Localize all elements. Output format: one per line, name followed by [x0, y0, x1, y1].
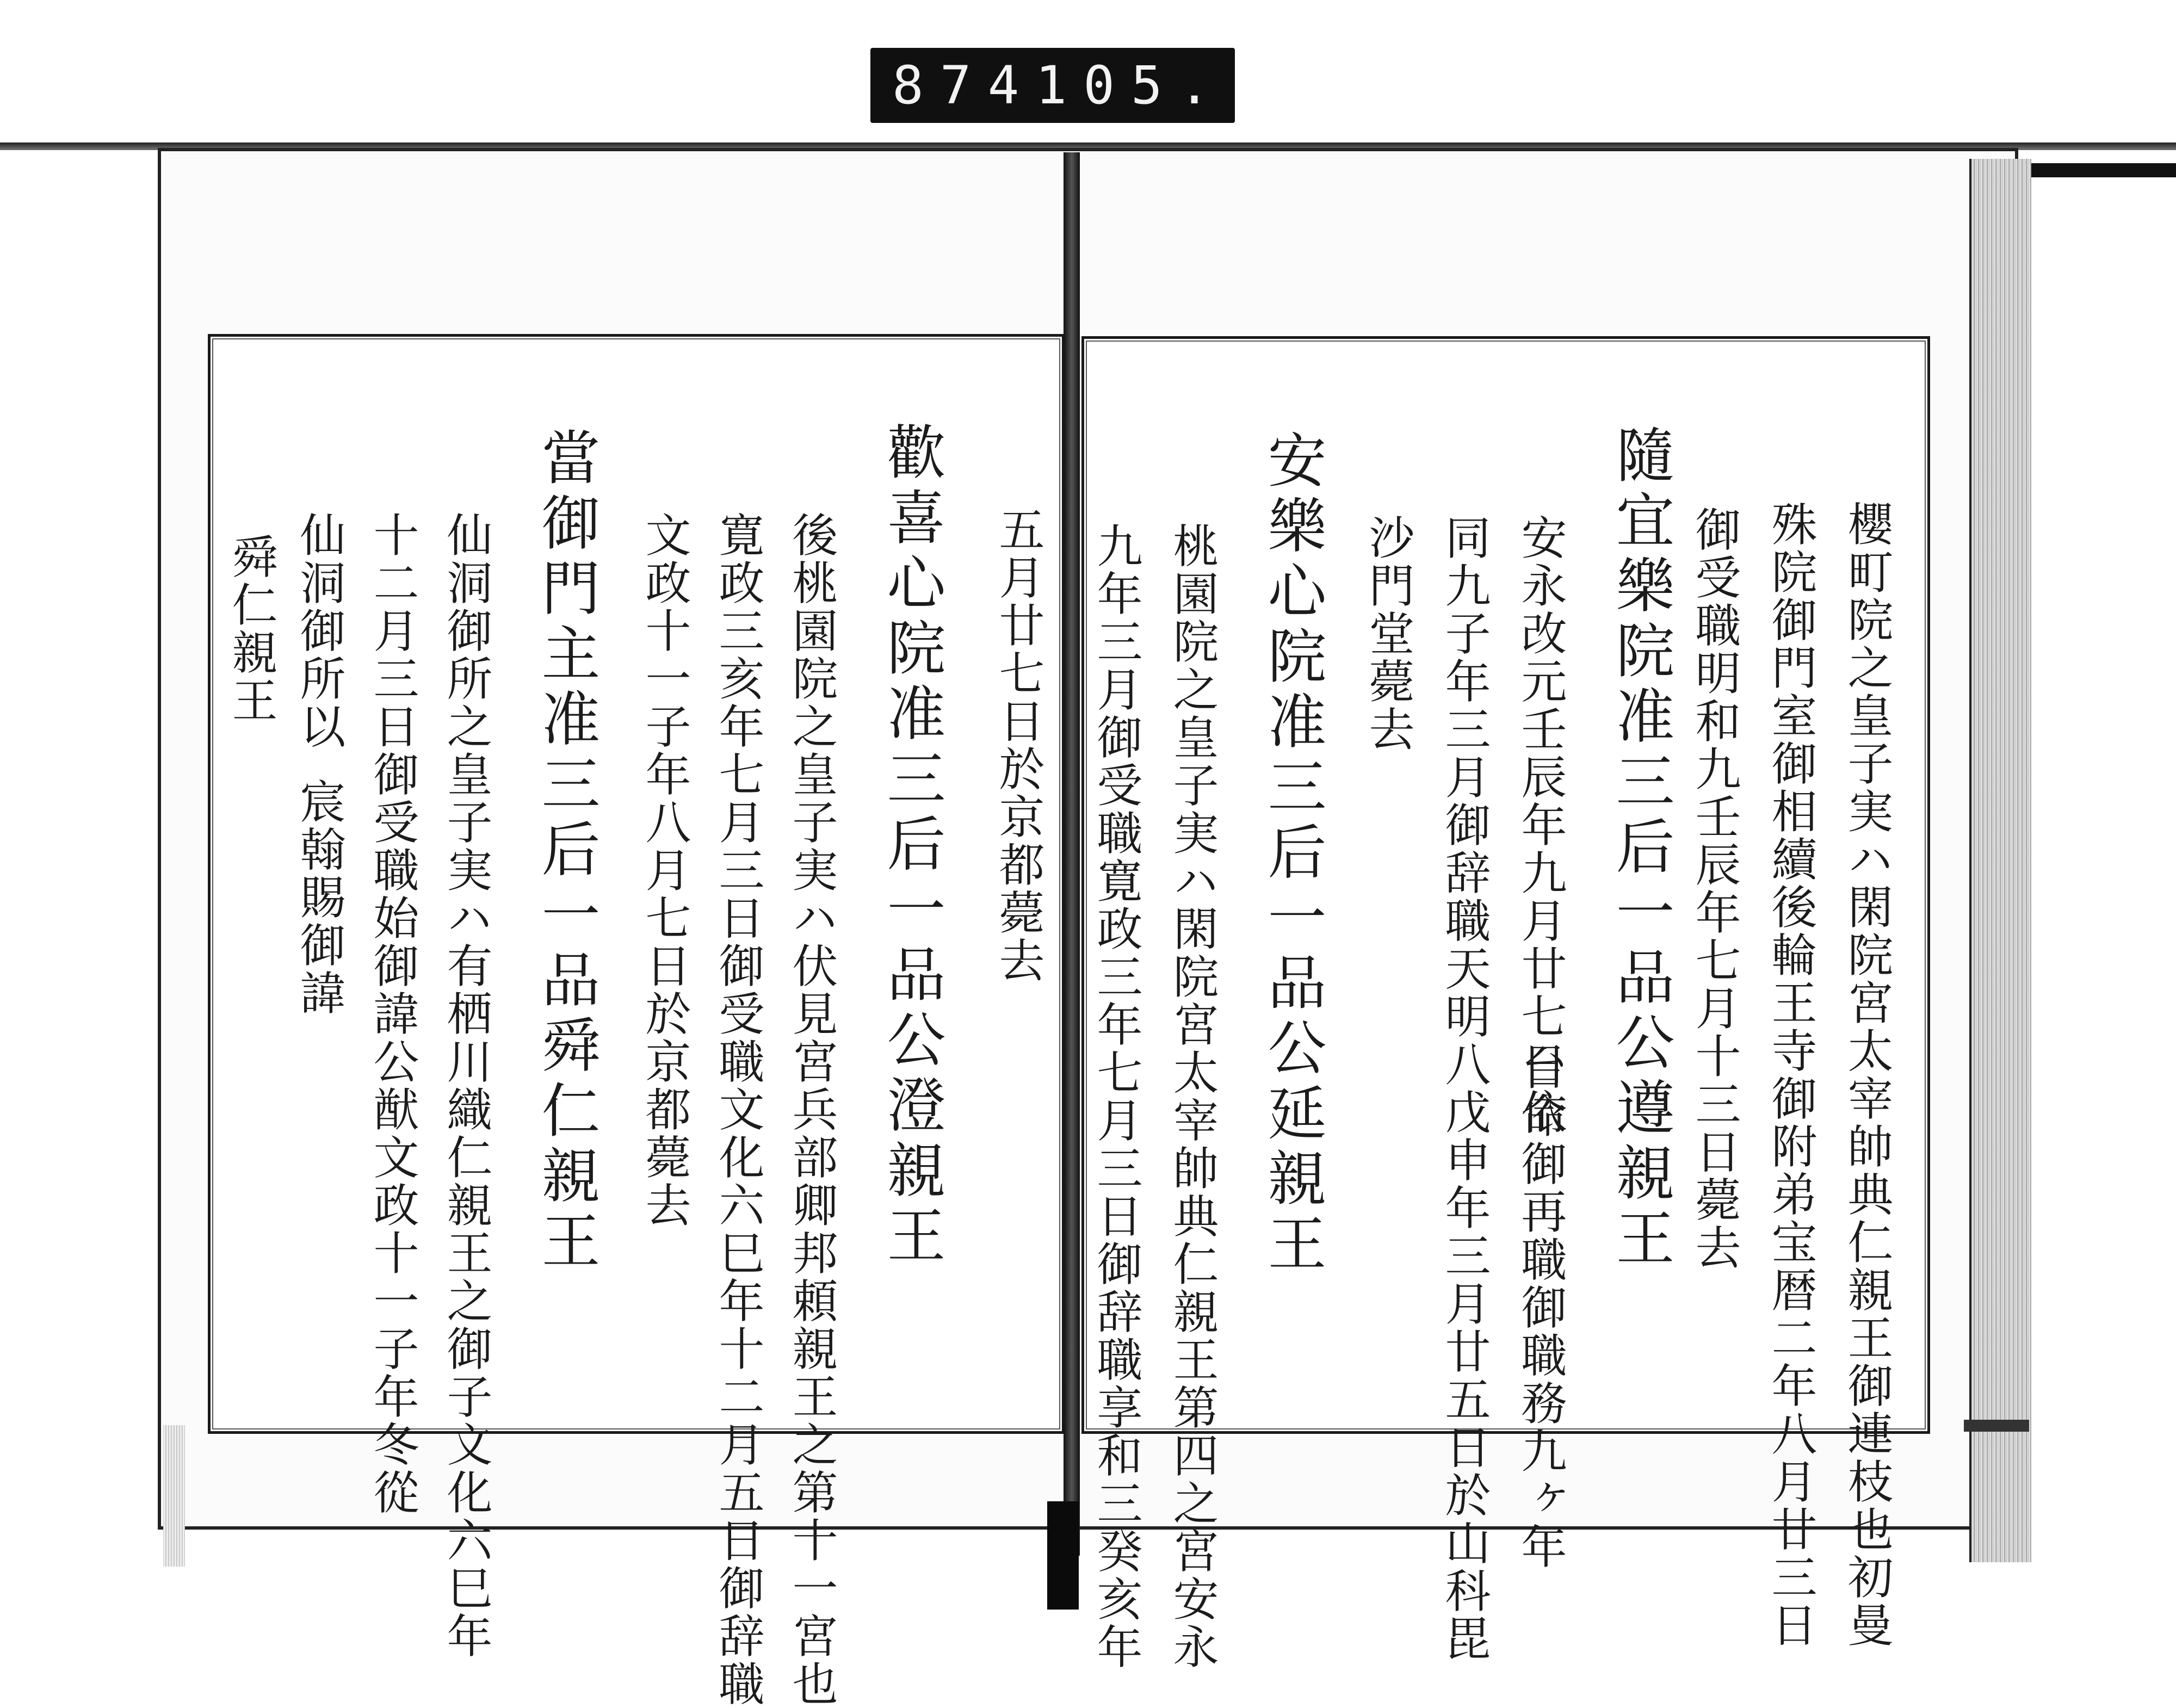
right-col-6: 同九子年三月御辞職天明八戊申年三月廿五日於山科毘 — [1438, 514, 1491, 1663]
left-col-8: 舜仁親王 — [225, 533, 278, 725]
left-heading-1: 歡喜心院准三后一品公澄親王 — [877, 422, 945, 1270]
spine-tab — [1047, 1501, 1079, 1610]
left-col-3: 寛政三亥年七月三日御受職文化六巳年十二月五日御辞職 — [712, 511, 765, 1708]
right-col-5: 台命御再職御職務九ヶ年 — [1514, 1044, 1567, 1571]
right-col-8: 桃園院之皇子実ハ閑院宮太宰帥典仁親王第四之宮安永 — [1166, 522, 1219, 1671]
right-col-2: 殊院御門室御相續後輪王寺御附弟宝暦二年八月廿三日 — [1764, 500, 1818, 1649]
shelf-label — [870, 48, 1235, 123]
scanner-rail-right — [2024, 163, 2176, 177]
left-col-6: 十二月三日御受職始御諱公猷文政十一子年冬從 — [366, 511, 419, 1517]
shelf-number-left: 874 — [892, 55, 1036, 116]
left-col-7b: 宸翰賜御諱 — [293, 778, 346, 1017]
right-col-7: 沙門堂薨去 — [1362, 514, 1415, 753]
right-col-1: 櫻町院之皇子実ハ閑院宮太宰帥典仁親王御連枝也初曼 — [1840, 500, 1894, 1649]
right-heading-1: 隨宜樂院准三后一品公遵親王 — [1606, 424, 1674, 1273]
left-col-5: 仙洞御所之皇子実ハ有栖川織仁親王之御子文化六巳年 — [440, 511, 493, 1660]
right-col-3: 御受職明和九壬辰年七月十三日薨去 — [1688, 506, 1741, 1272]
left-col-1: 五月廿七日於京都薨去 — [992, 506, 1045, 985]
right-col-4: 安永改元壬辰年九月廿七日依 — [1514, 514, 1567, 1136]
left-col-2: 後桃園院之皇子実ハ伏見宮兵部卿邦頼親王之第十一宮也 — [785, 511, 838, 1708]
left-col-7a: 仙洞御所以 — [293, 511, 346, 751]
binding-band — [1964, 1420, 2029, 1432]
page-edges-left — [163, 1425, 185, 1567]
left-col-4: 文政十一子年八月七日於京都薨去 — [638, 511, 691, 1229]
shelf-number-right: 105. — [1035, 55, 1227, 116]
left-heading-2: 當御門主准三后一品舜仁親王 — [531, 427, 599, 1276]
page-edges-right — [1969, 159, 2031, 1562]
right-col-9: 九年三月御受職寛政三年七月三日御辞職享和三癸亥年 — [1090, 522, 1143, 1671]
book-spine — [1064, 152, 1080, 1556]
right-heading-2: 安樂心院准三后一品公延親王 — [1258, 430, 1326, 1278]
